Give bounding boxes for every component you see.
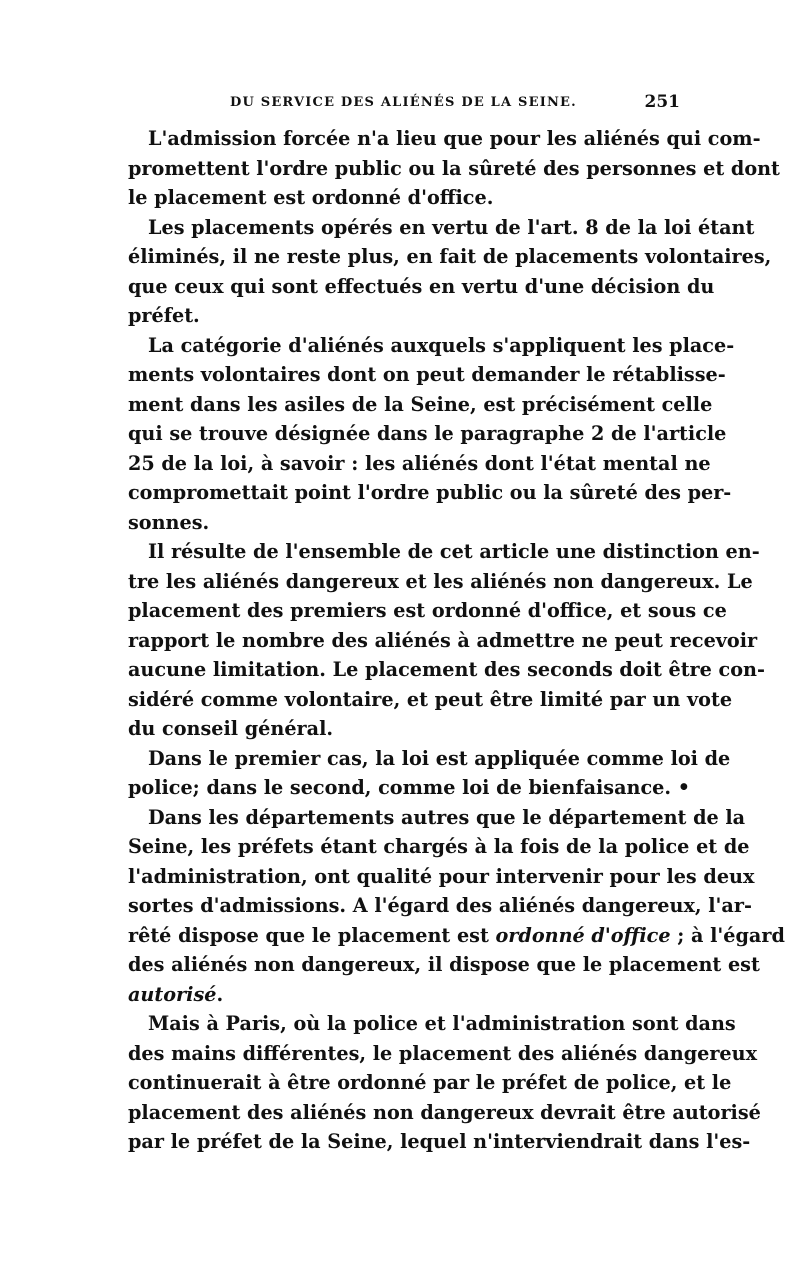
text-line-main: continuerait à être ordonné par le préfet de police, et le <box>128 1071 732 1094</box>
text-line <box>128 950 760 980</box>
text-line <box>128 478 732 508</box>
text-line-tail: ; à l'égard <box>670 923 785 947</box>
text-line <box>128 331 735 361</box>
text-line <box>128 301 676 331</box>
text-line <box>128 390 713 420</box>
text-line-main: que ceux qui sont effectués en vertu d'une décision du <box>128 274 715 298</box>
text-line <box>128 891 752 921</box>
text-line-main: sortes d'admissions. A l'égard des aliénés dangereux, l'ar- <box>128 894 752 917</box>
text-line <box>128 360 726 390</box>
text-line <box>128 980 676 1010</box>
text-line-italic: ordonné d'office <box>495 923 671 947</box>
text-line <box>128 626 758 656</box>
text-line-main: promettent l'ordre public ou la sûreté des personnes et dont <box>128 156 780 180</box>
text-line <box>128 567 753 597</box>
text-line <box>128 419 727 449</box>
text-line <box>128 537 760 567</box>
page-number: 251 <box>644 92 680 112</box>
text-line <box>128 183 676 213</box>
text-line-main: L'admission forcée n'a lieu que pour les aliénés qui com- <box>148 127 761 150</box>
text-line-main: le placement est ordonné d'office. <box>128 186 494 209</box>
text-line-main: Mais à Paris, où la police et l'administration sont dans <box>148 1012 736 1035</box>
text-line-main: Les placements opérés en vertu de l'art. 8 de la loi étant <box>148 215 755 239</box>
text-line-main: qui se trouve désignée dans le paragraphe 2 de l'article <box>128 422 727 445</box>
text-line-main: éliminés, il ne reste plus, en fait de placements volontaires, <box>128 245 772 268</box>
text-line-main: placement des premiers est ordonné d'office, et sous ce <box>128 599 727 622</box>
text-line-main: tre les aliénés dangereux et les aliénés non dangereux. Le <box>128 569 753 593</box>
text-line-main: ment dans les asiles de la Seine, est précisément celle <box>128 392 713 416</box>
text-line <box>128 862 755 892</box>
text-line-main: des mains différentes, le placement des aliénés dangereux <box>128 1041 758 1065</box>
text-line-main: ments volontaires dont on peut demander le rétablisse- <box>128 363 726 386</box>
text-line <box>128 685 733 715</box>
text-line <box>128 655 765 685</box>
text-line <box>128 803 746 833</box>
text-line <box>128 272 715 302</box>
text-line-main: rêté dispose que le placement est <box>128 923 496 947</box>
text-line-main: par le préfet de la Seine, lequel n'interviendrait dans l'es- <box>128 1130 751 1153</box>
text-line <box>128 124 761 154</box>
text-line <box>128 1127 751 1157</box>
text-line-main: sidéré comme volontaire, et peut être limité par un vote <box>128 687 733 711</box>
text-line-main: rapport le nombre des aliénés à admettre ne peut recevoir <box>128 628 758 652</box>
page-header <box>120 92 680 119</box>
text-line-main: aucune limitation. Le placement des seconds doit être con- <box>128 658 765 681</box>
text-line-main: l'administration, ont qualité pour intervenir pour les deux <box>128 864 755 888</box>
text-line <box>128 213 755 243</box>
text-line-main: des aliénés non dangereux, il dispose que le placement est <box>128 953 760 976</box>
text-line <box>128 596 727 626</box>
text-line-main: 25 de la loi, à savoir : les aliénés dont l'état mental ne <box>128 451 711 475</box>
running-title: DU SERVICE DES ALIÉNÉS DE LA SEINE. <box>230 95 577 110</box>
text-line-main: placement des aliénés non dangereux devrait être autorisé <box>128 1100 761 1124</box>
text-line <box>128 773 690 803</box>
text-line <box>128 921 785 951</box>
text-line-main: sonnes. <box>128 510 210 534</box>
text-line <box>128 449 711 479</box>
text-line-main: préfet. <box>128 304 200 327</box>
text-line <box>128 744 731 774</box>
text-line-main: police; dans le second, comme loi de bienfaisance. • <box>128 776 690 799</box>
text-line <box>128 1039 758 1069</box>
text-line <box>128 714 676 744</box>
text-line-main: La catégorie d'aliénés auxquels s'appliquent les place- <box>148 333 735 357</box>
text-line <box>128 242 772 272</box>
text-line <box>128 1009 736 1039</box>
text-line-main: compromettait point l'ordre public ou la sûreté des per- <box>128 481 732 504</box>
text-line-italic: autorisé <box>128 982 217 1006</box>
text-line-main: du conseil général. <box>128 717 334 740</box>
text-line <box>128 1098 761 1128</box>
text-line <box>128 508 676 538</box>
text-line-main: Seine, les préfets étant chargés à la fois de la police et de <box>128 835 750 858</box>
text-line <box>128 832 750 862</box>
text-line-main: Il résulte de l'ensemble de cet article une distinction en- <box>148 540 760 563</box>
text-line-main: Dans les départements autres que le département de la <box>148 805 746 829</box>
text-line <box>128 1068 732 1098</box>
text-line-tail: . <box>216 982 224 1006</box>
body-text <box>128 124 785 1157</box>
text-line <box>128 154 780 184</box>
text-line-main: Dans le premier cas, la loi est appliquée comme loi de <box>148 746 731 770</box>
